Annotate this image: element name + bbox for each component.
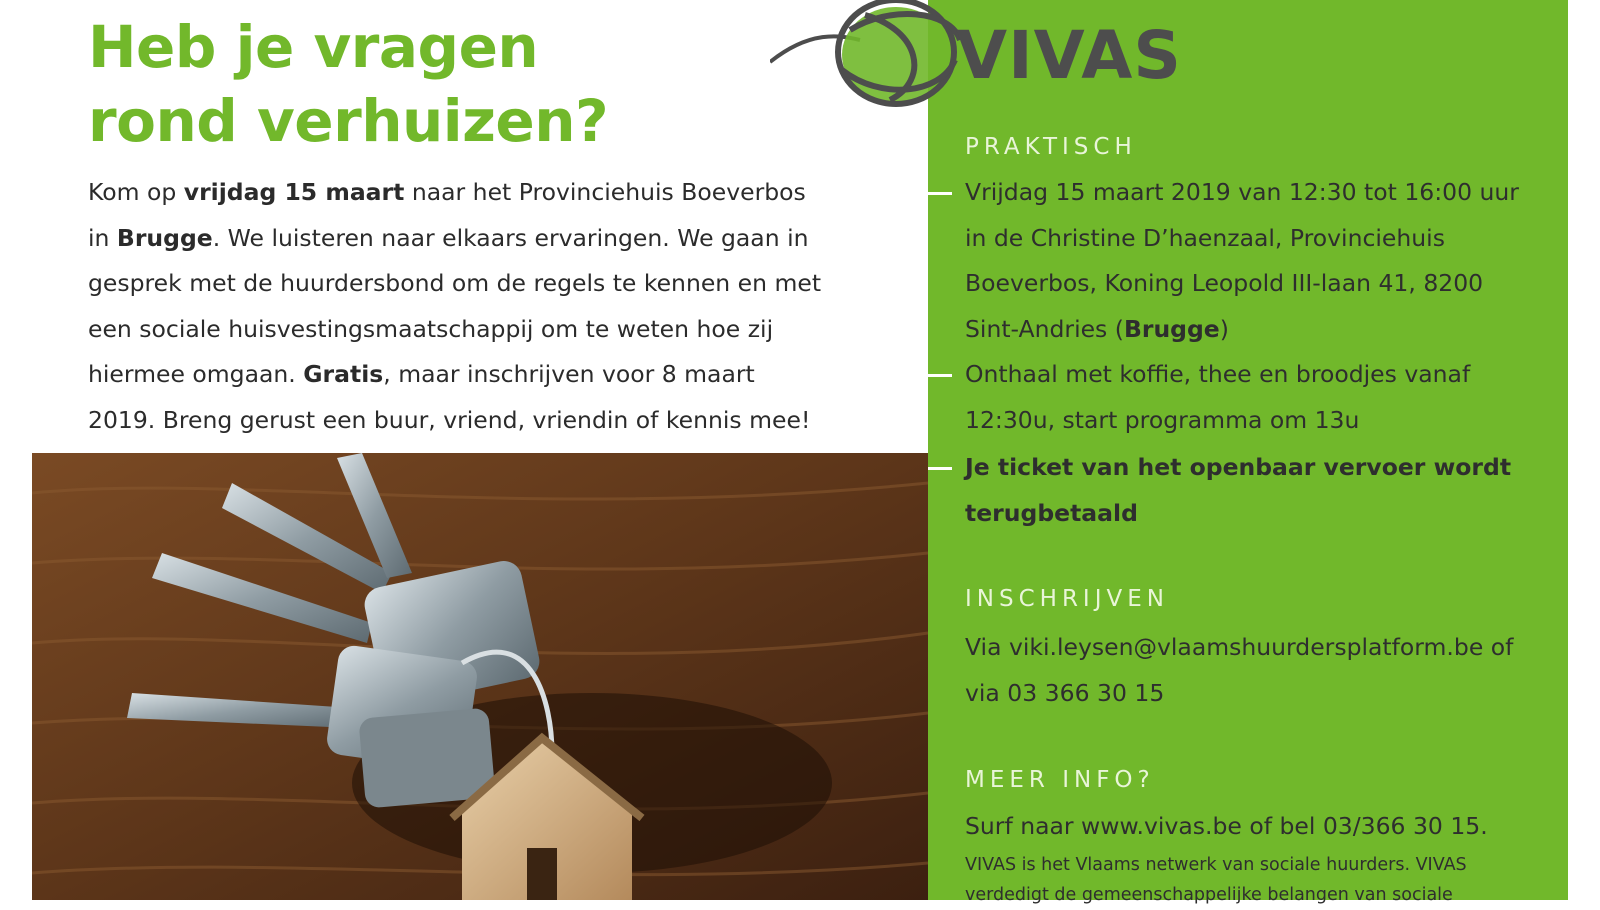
intro-free: Gratis (303, 360, 384, 388)
keys-house-image (32, 453, 928, 900)
logo-wordmark: VIVAS (956, 17, 1182, 94)
meer-info-text: Surf naar www.vivas.be of bel 03/366 30 15. (965, 812, 1488, 840)
praktisch-item-3: Je ticket van het openbaar vervoer wordt terugbetaald (965, 453, 1512, 527)
praktisch-item-2: Onthaal met koffie, thee en broodjes vanaf 12:30u, start programma om 13u (965, 360, 1471, 434)
page-title (88, 10, 608, 158)
intro-paragraph (88, 170, 828, 443)
title-line-1: Heb je vragen (88, 13, 539, 81)
inschrijven-text: Via viki.leysen@vlaamshuurdersplatform.be of via 03 366 30 15 (965, 633, 1514, 707)
intro-text-3: . We luisteren naar elkaars ervaringen. We gaan in gesprek met de huurdersbond om de regels te kennen en met een sociale huisvestingsmaatschappij om te weten hoe zij hiermee omgaan. (88, 223, 822, 388)
intro-text-2: naar het Provinciehuis Boeverbos in (88, 178, 806, 252)
inschrijven-heading: INSCHRIJVEN (965, 586, 1169, 612)
item1-city: Brugge (1123, 314, 1220, 343)
bullet-dash-1 (928, 192, 952, 195)
intro-text-4: , maar inschrijven voor 8 maart 2019. Breng gerust een buur, vriend, vriendin of kennis mee! (88, 360, 811, 434)
bullet-dash-3 (928, 467, 952, 470)
intro-date: vrijdag 15 maart (183, 178, 405, 206)
intro-city: Brugge (116, 223, 213, 252)
item1-text-2: ) (1219, 314, 1229, 343)
keys-photo (32, 453, 928, 900)
intro-text-1: Kom op (88, 178, 184, 206)
vivas-description: VIVAS is het Vlaams netwerk van sociale huurders. VIVAS verdedigt de gemeenschappelijke belangen van sociale (965, 855, 1467, 905)
praktisch-item-1 (965, 170, 1525, 352)
page-margin (1568, 0, 1600, 900)
meer-info-heading: MEER INFO? (965, 767, 1155, 793)
item1-text-1: Vrijdag 15 maart 2019 van 12:30 tot 16:00 uur in de Christine D’haenzaal, Provinciehuis Boeverbos, Koning Leopold III-laan 41, 8200 Sint-Andries ( (965, 178, 1519, 343)
praktisch-heading: PRAKTISCH (965, 134, 1137, 160)
bullet-dash-2 (928, 374, 952, 377)
title-line-2: rond verhuizen? (88, 87, 609, 155)
